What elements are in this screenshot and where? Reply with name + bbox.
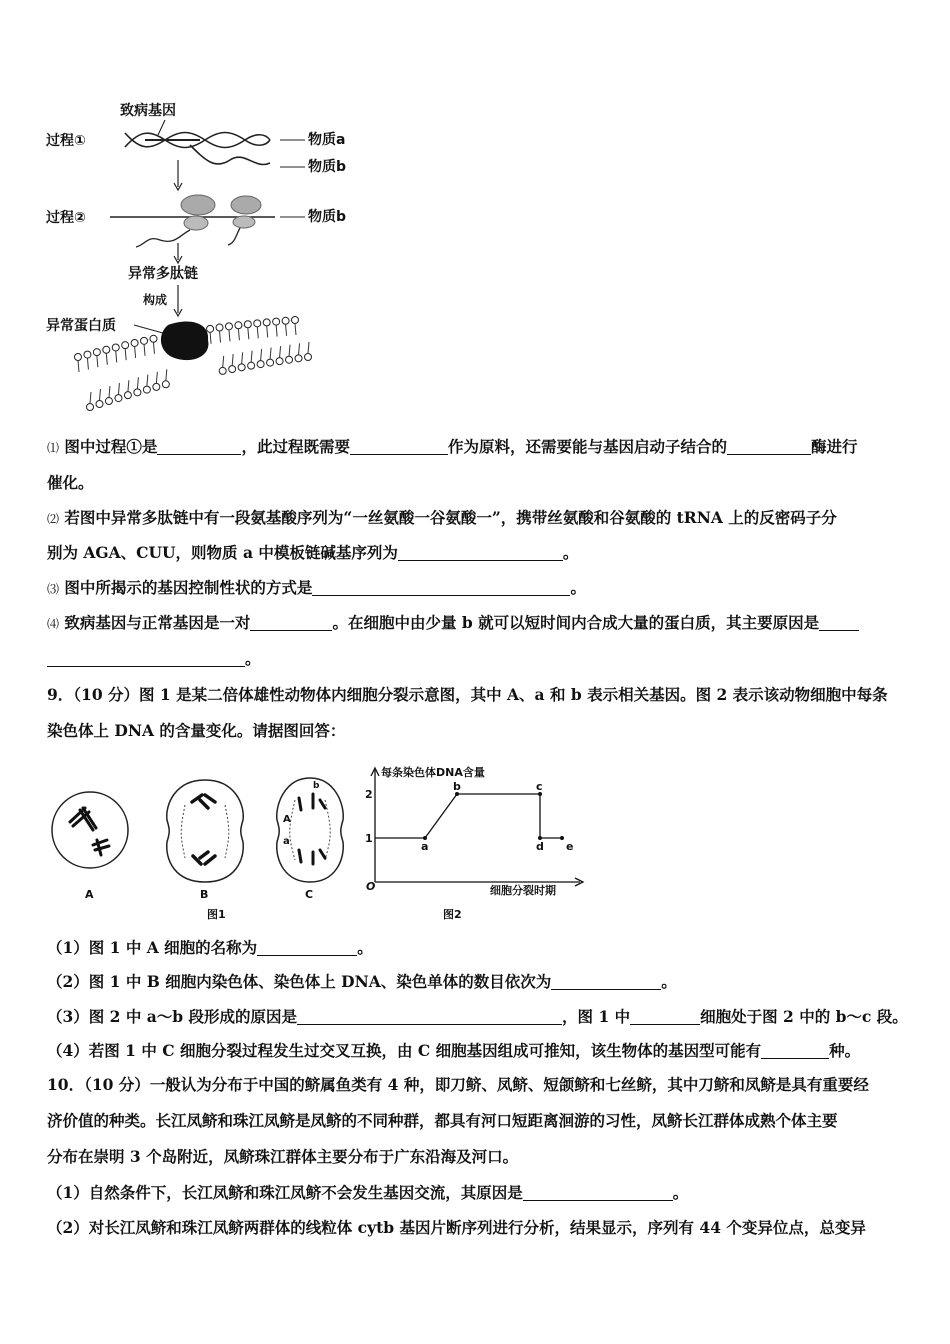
q8-part4-line2 [47,648,917,670]
phospholipid-head [273,318,280,325]
abnormal-polypeptide-label: 异常多肽链 [128,266,198,282]
q10-line3: 分布在崇明 3 个岛附近，凤鲚珠江群体主要分布于广东沿海及河口。 [47,1147,519,1166]
q10-sub2: （2）对长江凤鲚和珠江凤鲚两群体的线粒体 cytb 基因片断序列进行分析，结果显示，序列有 44 个变异位点，总变异 [47,1218,866,1237]
phospholipid-head [93,349,100,356]
phospholipid-head [141,337,148,344]
chart-point-label-c: c [536,780,543,793]
q9-sub4 [47,1040,917,1062]
ribosome-1-large [181,195,215,215]
cell-a-chromosomes [70,808,109,855]
q8-p2-num: ⑵ [47,512,60,526]
q8-part4-line1 [47,612,917,635]
q8-p4-text-a: 致病基因与正常基因是一对 [64,613,251,632]
answer-blank-3[interactable] [727,438,811,455]
q9-sub3 [47,1006,917,1028]
phospholipid-head [162,381,169,388]
cell-a-label: A [85,888,94,901]
ribosome-2-large [231,196,261,214]
q8-p1-num: ⑴ [47,441,60,455]
phospholipid-head [131,339,138,346]
answer-blank-2[interactable] [350,438,448,455]
substance-b-label-2: 物质b [308,209,347,225]
cell-division-figures [45,760,605,930]
q9-s3-text-a: （3）图 2 中 a～b 段形成的原因是 [47,1007,298,1026]
phospholipid-head [248,362,255,369]
chart-series-line [375,794,562,838]
phospholipid-head [153,383,160,390]
q10-s1-end: 。 [672,1183,689,1202]
phospholipid-head [143,386,150,393]
phospholipid-head [207,325,214,332]
chart-origin: O [366,880,376,893]
q8-p1-text-d: 酶进行 [810,437,858,456]
answer-blank-5[interactable] [312,579,570,596]
q8-part1-line2: 催化。 [47,473,94,492]
constitute-label: 构成 [143,293,168,307]
phospholipid-head [84,351,91,358]
q8-part2-line2 [47,542,917,564]
chart-point-label-b: b [453,780,461,793]
q10-line2: 济价值的种类。长江凤鲚和珠江凤鲚是凤鲚的不同种群，都具有河口短距离洄游的习性，凤鲚长江群体成熟个体主要 [47,1111,838,1130]
phospholipid-head [75,354,82,361]
cell-c-label: C [305,888,314,901]
ribosome-1-small [184,216,208,230]
phospholipid-head [295,355,302,362]
q9-s3-text-c: 细胞处于图 2 中的 b～c 段。 [700,1007,908,1026]
phospholipid-head [87,404,94,411]
gene-b-label: b [313,781,320,791]
q8-p2-text-a: 若图中异常多肽链中有一段氨基酸序列为“一丝氨酸一谷氨酸一”，携带丝氨酸和谷氨酸的 tRNA 上的反密码子分 [64,508,837,527]
cell-a-outline [52,792,128,868]
q9-s1-text: （1）图 1 中 A 细胞的名称为 [47,938,258,957]
answer-blank-6[interactable] [250,614,332,631]
cell-b-label: B [200,888,209,901]
substance-b-label-1: 物质b [308,159,347,175]
q9-header-line2: 染色体上 DNA 的含量变化。请据图回答： [47,721,346,740]
chart-point-label-d: d [536,840,544,853]
phospholipid-head [238,364,245,371]
process1-label: 过程① [46,133,86,149]
q9-sub1 [47,937,917,959]
q8-p4-text-c: 。 [245,649,261,668]
answer-blank-9-2[interactable] [551,973,661,990]
chart-point-label-e: e [566,840,574,853]
dna-content-chart [365,765,583,921]
process2-label: 过程② [46,210,86,226]
cell-c-outline [277,778,343,882]
q9-s3-text-b: ，图 1 中 [562,1007,631,1026]
mrna-strand [190,145,270,165]
q8-part1-line1 [47,436,917,459]
q10-line1: 10．（10 分）一般认为分布于中国的鲚属鱼类有 4 种，即刀鲚、凤鲚、短颌鲚和七丝鲚，其中刀鲚和凤鲚是具有重要经 [47,1075,869,1094]
phospholipid-head [263,319,270,326]
chart-y-title: 每条染色体DNA含量 [381,766,485,779]
phospholipid-head [282,317,289,324]
q8-p2-text-b: 别为 AGA、CUU，则物质 a 中模板链碱基序列为 [47,543,398,562]
answer-blank-9-3[interactable] [297,1008,562,1025]
phospholipid-head [244,321,251,328]
q8-p1-text-c: 作为原料，还需要能与基因启动子结合的 [447,437,727,456]
cell-c-chromosomes [299,794,325,864]
q8-p3-text-b: 。 [570,578,586,597]
polypeptide-1 [136,230,190,247]
phospholipid-head [134,389,141,396]
phospholipid-head [115,395,122,402]
phospholipid-head [96,401,103,408]
q9-s4-text: （4）若图 1 中 C 细胞分裂过程发生过交叉互换，由 C 细胞基因组成可推知，该生物体的基因型可能有 [47,1041,762,1060]
answer-blank-4[interactable] [398,544,563,561]
phospholipid-head [229,366,236,373]
q9-sub2 [47,971,917,993]
phospholipid-head [219,367,226,374]
phospholipid-tail [308,342,309,354]
q9-s2-end: 。 [661,972,677,991]
phospholipid-head [112,344,119,351]
gene-pointer [158,120,165,135]
answer-blank-7b[interactable] [47,650,245,667]
gene-expression-diagram [40,95,370,425]
substance-a-label: 物质a [308,132,346,148]
q9-s2-text: （2）图 1 中 B 细胞内染色体、染色体上 DNA、染色单体的数目依次为 [47,972,552,991]
phospholipid-head [276,358,283,365]
q10-sub1 [47,1182,917,1204]
chart-y-tick-1: 1 [365,832,373,845]
q8-p1-text-a: 图中过程①是 [64,437,158,456]
answer-blank-7a[interactable] [819,614,859,631]
phospholipid-head [235,322,242,329]
ribosome-2-small [233,216,255,228]
q8-p4-num: ⑷ [47,617,60,631]
q8-p2-text-c: 。 [562,543,579,562]
phospholipid-head [292,317,299,324]
abnormal-protein-label: 异常蛋白质 [46,318,116,334]
q9-s4-end: 种。 [829,1041,861,1060]
q8-part3-line [47,577,917,600]
answer-blank-9-1[interactable] [257,939,357,956]
answer-blank-9-4[interactable] [630,1008,700,1025]
phospholipid-head [254,320,261,327]
abnormal-protein-shape [161,321,209,360]
q8-p3-text-a: 图中所揭示的基因控制性状的方式是 [64,578,313,597]
q9-header-line1: 9．（10 分）图 1 是某二倍体雄性动物体内细胞分裂示意图，其中 A、a 和 b 表示相关基因。图 2 表示该动物细胞中每条 [47,685,888,704]
gene-label: 致病基因 [120,103,176,119]
polypeptide-2 [228,228,240,245]
chart-point-label-a: a [421,840,429,853]
q8-p4-text-b: 。在细胞中由少量 b 就可以短时间内合成大量的蛋白质，其主要原因是 [332,613,820,632]
q8-part2-line1 [47,507,917,530]
chart-point-e [560,836,564,840]
phospholipid-head [286,356,293,363]
phospholipid-head [103,346,110,353]
phospholipid-head [305,354,312,361]
phospholipid-head [124,392,131,399]
phospholipid-head [257,361,264,368]
cell-b-spindle [181,805,229,858]
phospholipid-tail [78,361,79,373]
q9-s1-end: 。 [357,938,373,957]
phospholipid-head [150,335,157,342]
gene-A-label: A [283,814,291,825]
gene-a-label: a [283,836,290,847]
phospholipid-head [216,324,223,331]
fig2-caption: 图2 [443,908,462,921]
chart-x-title: 细胞分裂时期 [490,884,556,897]
phospholipid-head [267,359,274,366]
answer-blank-9-5[interactable] [761,1042,829,1059]
answer-blank-10-1[interactable] [523,1184,673,1201]
fig1-caption: 图1 [207,908,226,921]
cell-b-chromosomes [192,795,215,864]
phospholipid-head [122,342,129,349]
phospholipid-head [105,398,112,405]
chart-y-tick-2: 2 [365,788,373,801]
answer-blank-1[interactable] [157,438,241,455]
q8-p1-text-b: ，此过程既需要 [241,437,350,456]
q8-p3-num: ⑶ [47,582,60,596]
phospholipid-head [225,323,232,330]
q10-s1-text: （1）自然条件下，长江凤鲚和珠江凤鲚不会发生基因交流，其原因是 [47,1183,523,1202]
